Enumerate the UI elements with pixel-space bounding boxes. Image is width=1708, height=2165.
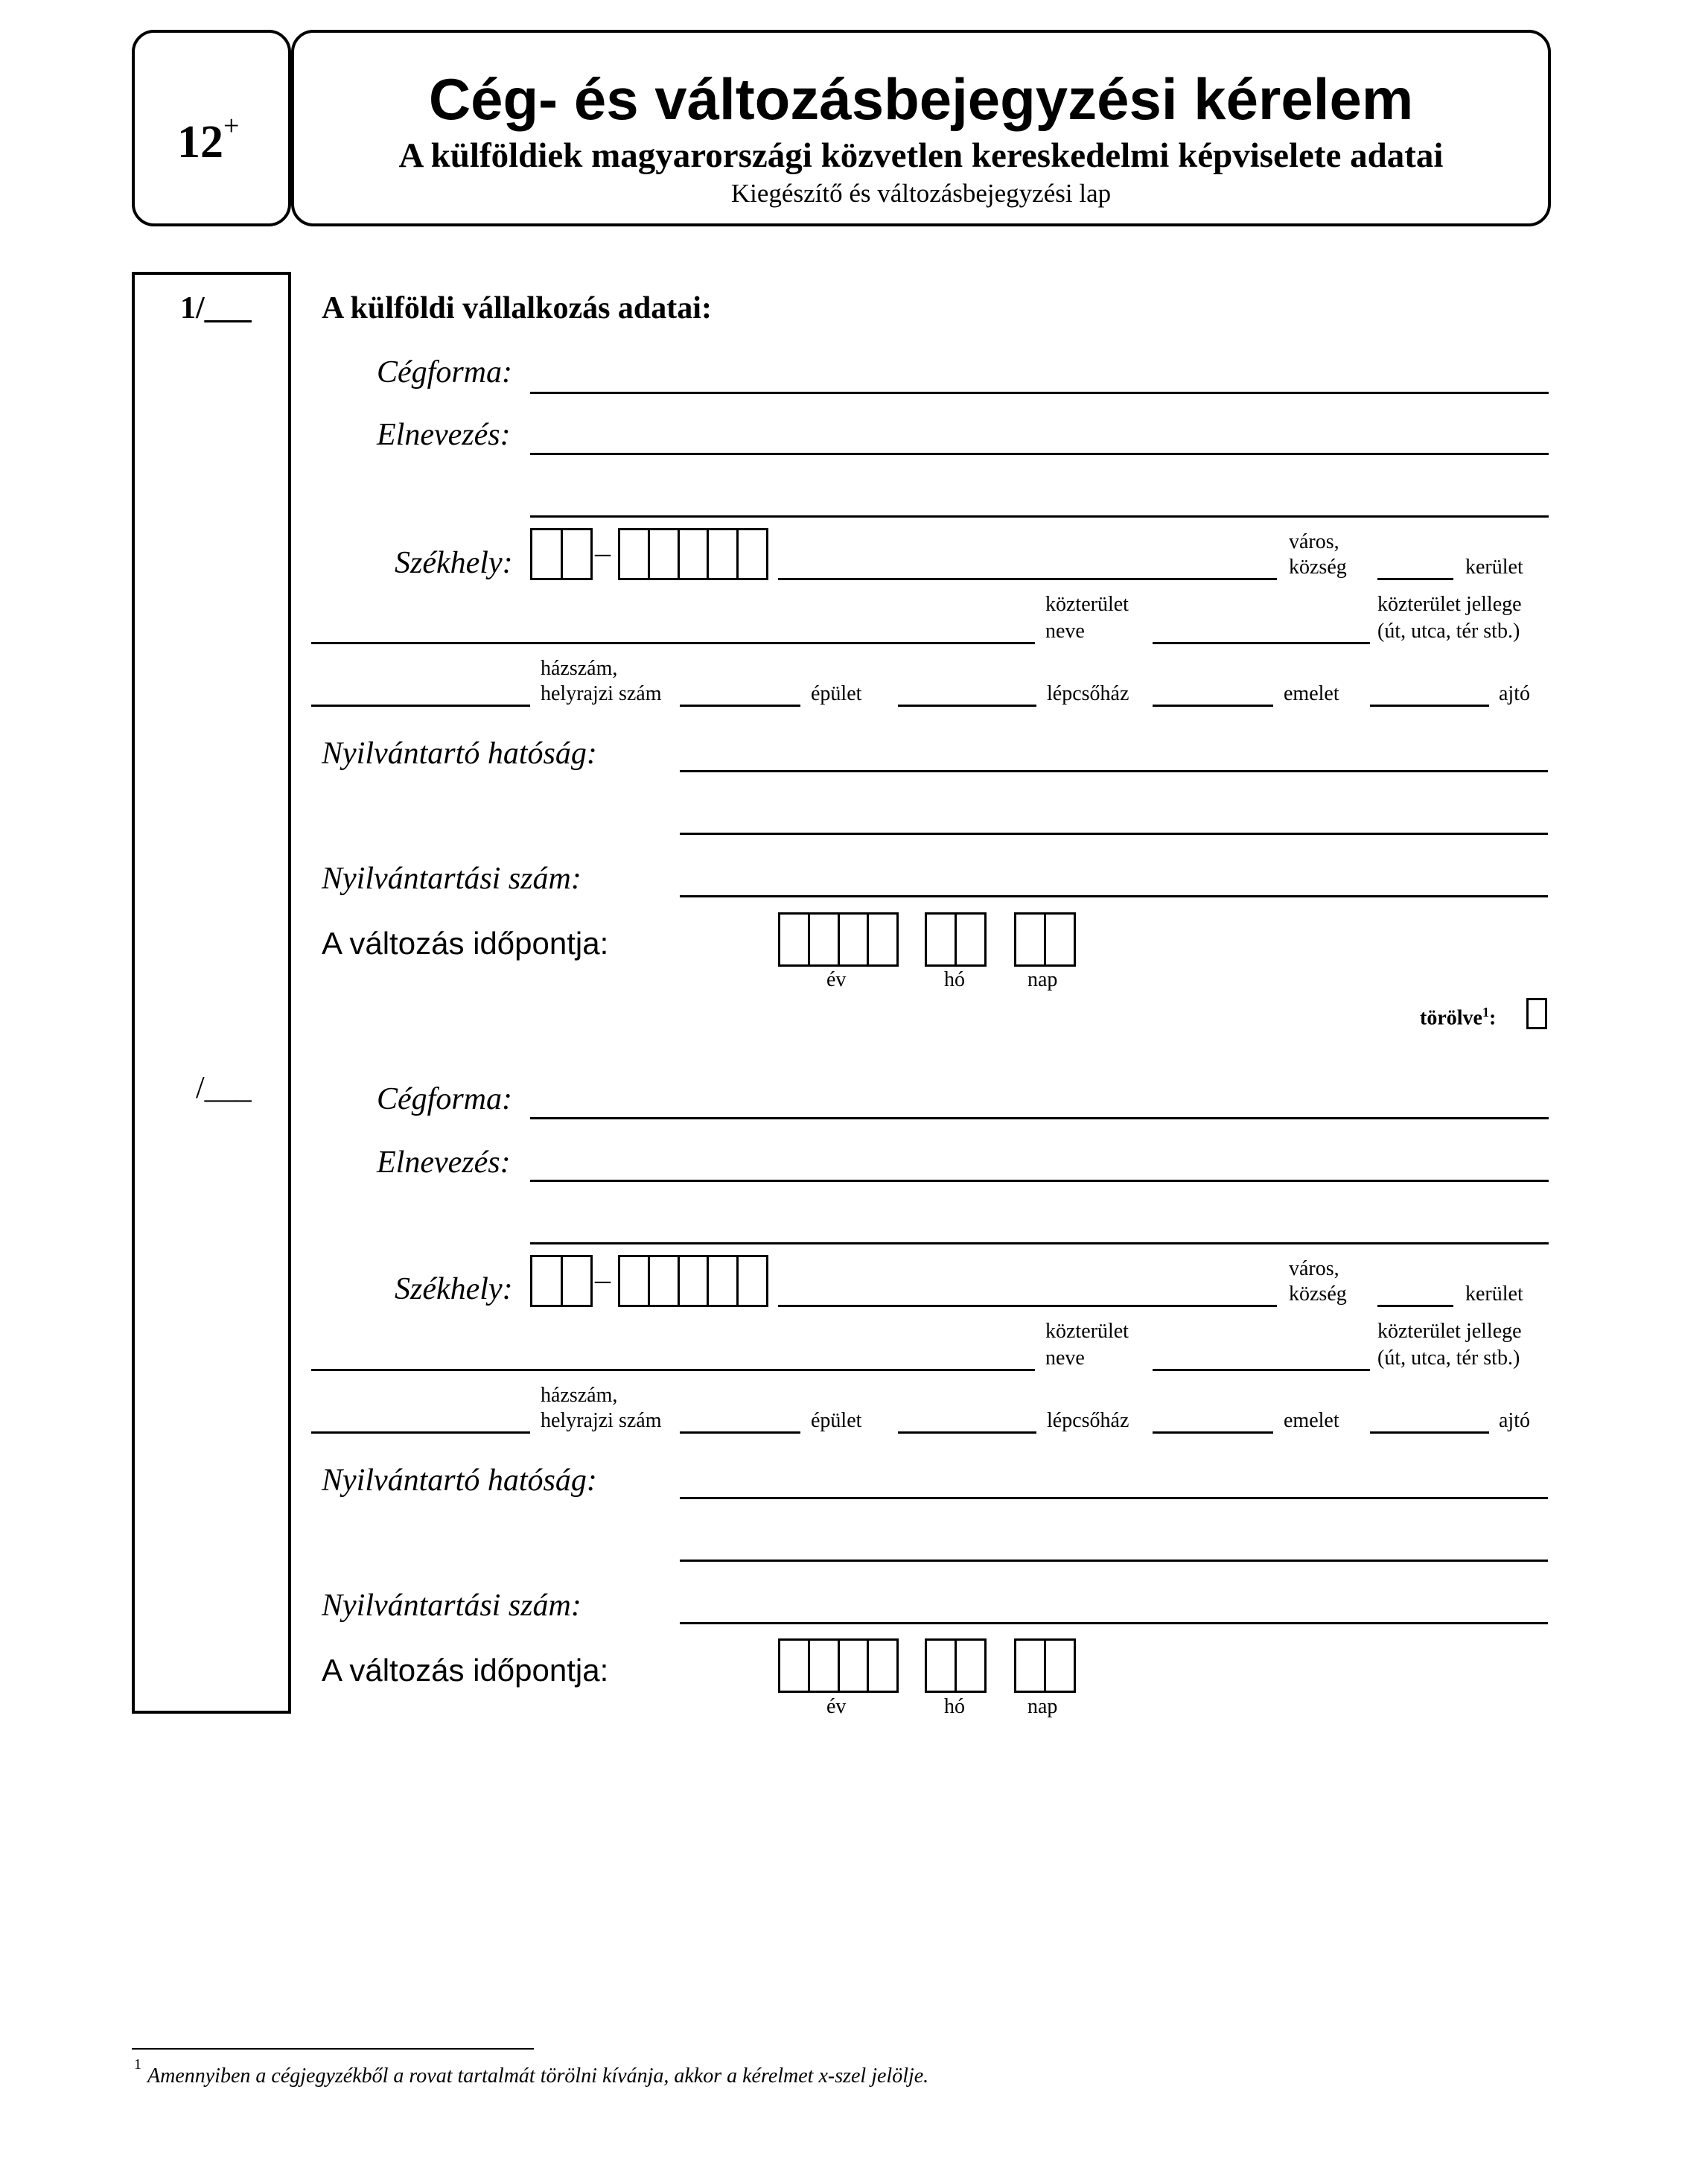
lepcsohaz-label-2: lépcsőház [1047, 1409, 1129, 1432]
zip-dash-2: – [595, 1263, 611, 1297]
epulet-line-1[interactable] [680, 705, 800, 707]
ajto-line-2[interactable] [1370, 1431, 1489, 1434]
kerulet-line-1[interactable] [1377, 578, 1453, 580]
helyrajzi-label-2: helyrajzi szám [541, 1409, 662, 1432]
elnevezes-line-2[interactable] [530, 1180, 1549, 1182]
kerulet-label-1: kerület [1465, 556, 1523, 579]
torolve-label: törölve$^1$: [1420, 1005, 1497, 1030]
kozseg-label-2: község [1289, 1282, 1347, 1306]
ev-label-2: év [826, 1695, 847, 1718]
hazszam-line-1[interactable] [311, 705, 530, 707]
zip-dash-1: – [595, 536, 611, 570]
nap-label-2: nap [1027, 1695, 1058, 1718]
date-year-boxes-1[interactable] [778, 912, 899, 967]
elnevezes-line-1b[interactable] [530, 515, 1549, 518]
emelet-line-2[interactable] [1153, 1431, 1273, 1434]
elnevezes-line-2b[interactable] [530, 1242, 1549, 1244]
street-name-line-1[interactable] [311, 642, 1035, 644]
date-month-boxes-1[interactable] [925, 912, 987, 967]
nyilvantarto-label-2: Nyilvántartó hatóság: [322, 1463, 597, 1498]
emelet-label-2: emelet [1284, 1409, 1339, 1432]
nap-label-1: nap [1027, 968, 1058, 991]
form-number: 12+ [177, 110, 240, 168]
date-year-boxes-2[interactable] [778, 1638, 899, 1693]
varos-label-2: város, [1289, 1257, 1339, 1280]
neve-label-1: neve [1045, 620, 1085, 643]
section-heading: A külföldi vállalkozás adatai: [322, 291, 712, 325]
varos-label-1: város, [1289, 530, 1339, 553]
form-subtitle: A külföldiek magyarországi közvetlen kereskedelmi képviselete adatai [398, 136, 1444, 175]
neve-label-2: neve [1045, 1347, 1085, 1370]
street-type-line-2[interactable] [1153, 1369, 1370, 1371]
footnote-number: 1 [134, 2056, 141, 2073]
emelet-label-1: emelet [1284, 682, 1339, 705]
ev-label-1: év [826, 968, 847, 991]
kozseg-label-1: község [1289, 556, 1347, 579]
nyilvantarto-line-1a[interactable] [680, 770, 1548, 772]
footnote-text: Amennyiben a cégjegyzékből a rovat tartalmát törölni kívánja, akkor a kérelmet x-szel jelölje. [147, 2064, 929, 2088]
row-number-column [132, 272, 291, 1714]
nyilvantarto-line-1b[interactable] [680, 833, 1548, 835]
kozterulet-label-2: közterület [1045, 1320, 1129, 1343]
street-name-line-2[interactable] [311, 1369, 1035, 1371]
ut-utca-label-1: (út, utca, tér stb.) [1377, 620, 1520, 643]
kerulet-label-2: kerület [1465, 1282, 1523, 1306]
nyilvantartasi-szam-line-1[interactable] [680, 895, 1548, 897]
hazszam-line-2[interactable] [311, 1431, 530, 1434]
szekhely-label: Székhely: [395, 546, 513, 580]
ho-label-2: hó [944, 1695, 965, 1718]
cegforma-label: Cégforma: [377, 355, 512, 390]
kozterulet-label-1: közterület [1045, 593, 1129, 616]
row-number-1: 1/___ [180, 291, 252, 325]
date-month-boxes-2[interactable] [925, 1638, 987, 1693]
row-number-2: /___ [196, 1071, 252, 1105]
nyilvantarto-label-1: Nyilvántartó hatóság: [322, 737, 597, 771]
emelet-line-1[interactable] [1153, 705, 1273, 707]
cegforma-label-2: Cégforma: [377, 1082, 512, 1116]
ajto-line-1[interactable] [1370, 705, 1489, 707]
lepcsohaz-line-1[interactable] [898, 705, 1036, 707]
kozterulet-jellege-label-2: közterület jellege [1377, 1320, 1522, 1343]
nyilvantarto-line-2b[interactable] [680, 1560, 1548, 1562]
zip-boxes-2a[interactable] [530, 1255, 593, 1307]
elnevezes-line-1[interactable] [530, 453, 1549, 455]
ho-label-1: hó [944, 968, 965, 991]
nyilvantartasi-szam-line-2[interactable] [680, 1622, 1548, 1624]
ajto-label-1: ajtó [1499, 682, 1530, 705]
hazszam-label-1: házszám, [541, 657, 618, 680]
epulet-label-2: épület [811, 1409, 862, 1432]
helyrajzi-label-1: helyrajzi szám [541, 682, 662, 705]
epulet-line-2[interactable] [680, 1431, 800, 1434]
city-line-1[interactable] [778, 578, 1277, 580]
footnote-divider [132, 2048, 534, 2050]
torolve-checkbox[interactable] [1526, 998, 1547, 1029]
epulet-label-1: épület [811, 682, 862, 705]
city-line-2[interactable] [778, 1305, 1277, 1307]
lepcsohaz-line-2[interactable] [898, 1431, 1036, 1434]
kozterulet-jellege-label-1: közterület jellege [1377, 593, 1522, 616]
valtozas-idopontja-label-1: A változás időpontja: [322, 926, 609, 961]
form-title: Cég- és változásbejegyzési kérelem [428, 66, 1414, 132]
nyilvantarto-line-2a[interactable] [680, 1497, 1548, 1499]
date-day-boxes-1[interactable] [1014, 912, 1076, 967]
szekhely-label-2: Székhely: [395, 1272, 513, 1306]
date-day-boxes-2[interactable] [1014, 1638, 1076, 1693]
zip-boxes-1a[interactable] [530, 528, 593, 580]
kerulet-line-2[interactable] [1377, 1305, 1453, 1307]
hazszam-label-2: házszám, [541, 1384, 618, 1407]
cegforma-line-2[interactable] [530, 1117, 1549, 1119]
zip-boxes-2b[interactable] [618, 1255, 768, 1307]
lepcsohaz-label-1: lépcsőház [1047, 682, 1129, 705]
ajto-label-2: ajtó [1499, 1409, 1530, 1432]
ut-utca-label-2: (út, utca, tér stb.) [1377, 1347, 1520, 1370]
cegforma-line-1[interactable] [530, 392, 1549, 394]
nyilvantartasi-szam-label-2: Nyilvántartási szám: [322, 1589, 581, 1623]
zip-boxes-1b[interactable] [618, 528, 768, 580]
street-type-line-1[interactable] [1153, 642, 1370, 644]
nyilvantartasi-szam-label-1: Nyilvántartási szám: [322, 862, 581, 896]
valtozas-idopontja-label-2: A változás időpontja: [322, 1653, 609, 1688]
elnevezes-label: Elnevezés: [377, 418, 511, 452]
elnevezes-label-2: Elnevezés: [377, 1145, 511, 1180]
form-subnote: Kiegészítő és változásbejegyzési lap [730, 179, 1112, 208]
